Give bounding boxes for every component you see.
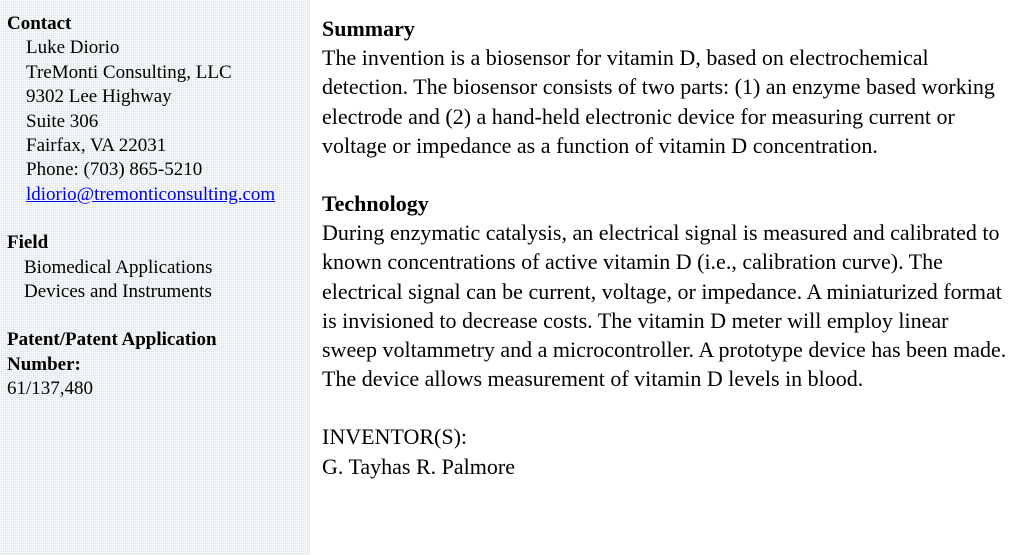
contact-address-line1: 9302 Lee Highway [26, 86, 172, 108]
spacer [7, 207, 310, 231]
contact-heading: Contact [7, 13, 72, 34]
spacer [322, 160, 1007, 189]
technology-heading: Technology [322, 191, 429, 217]
summary-heading: Summary [322, 16, 415, 41]
contact-details [7, 36, 310, 207]
contact-address-line2: Suite 306 [26, 110, 99, 132]
contact-email-link[interactable]: ldiorio@tremonticonsulting.com [26, 183, 276, 205]
field-item: Biomedical Applications [24, 256, 213, 278]
field-list [7, 256, 310, 305]
inventors-names: G. Tayhas R. Palmore [322, 453, 515, 479]
technology-text: During enzymatic catalysis, an electrical signal is measured and calibrated to known concentrations of active vitamin D (i.e., calibration curve). The electrical signal can be current, voltage, or impedance. A miniaturized format is invisioned to decrease costs. The vitamin D meter will employ linear sweep voltammetry and a microcontroller. A prototype device has been made. The device allows measurement of vitamin D levels in blood. [322, 220, 1007, 392]
summary-text: The invention is a biosensor for vitamin D, based on electrochemical detection. The biosensor consists of two parts: (1) an enzyme based working electrode and (2) a hand-held electronic device for measuring current or voltage or impedance as a function of vitamin D concentration. [322, 45, 995, 158]
contact-city-state-zip: Fairfax, VA 22031 [26, 135, 167, 157]
contact-phone: Phone: (703) 865-5210 [26, 159, 203, 181]
info-sidebar [0, 0, 310, 555]
field-item: Devices and Instruments [24, 281, 212, 303]
patent-heading: Patent/Patent Application Number: [7, 329, 217, 375]
contact-name: Luke Diorio [26, 37, 120, 59]
spacer [322, 393, 1007, 422]
contact-company: TreMonti Consulting, LLC [26, 61, 232, 83]
main-content [322, 14, 1007, 481]
field-heading: Field [7, 232, 49, 254]
inventors-heading: INVENTOR(S): [322, 424, 468, 450]
patent-number: 61/137,480 [7, 378, 94, 400]
spacer [7, 304, 310, 328]
